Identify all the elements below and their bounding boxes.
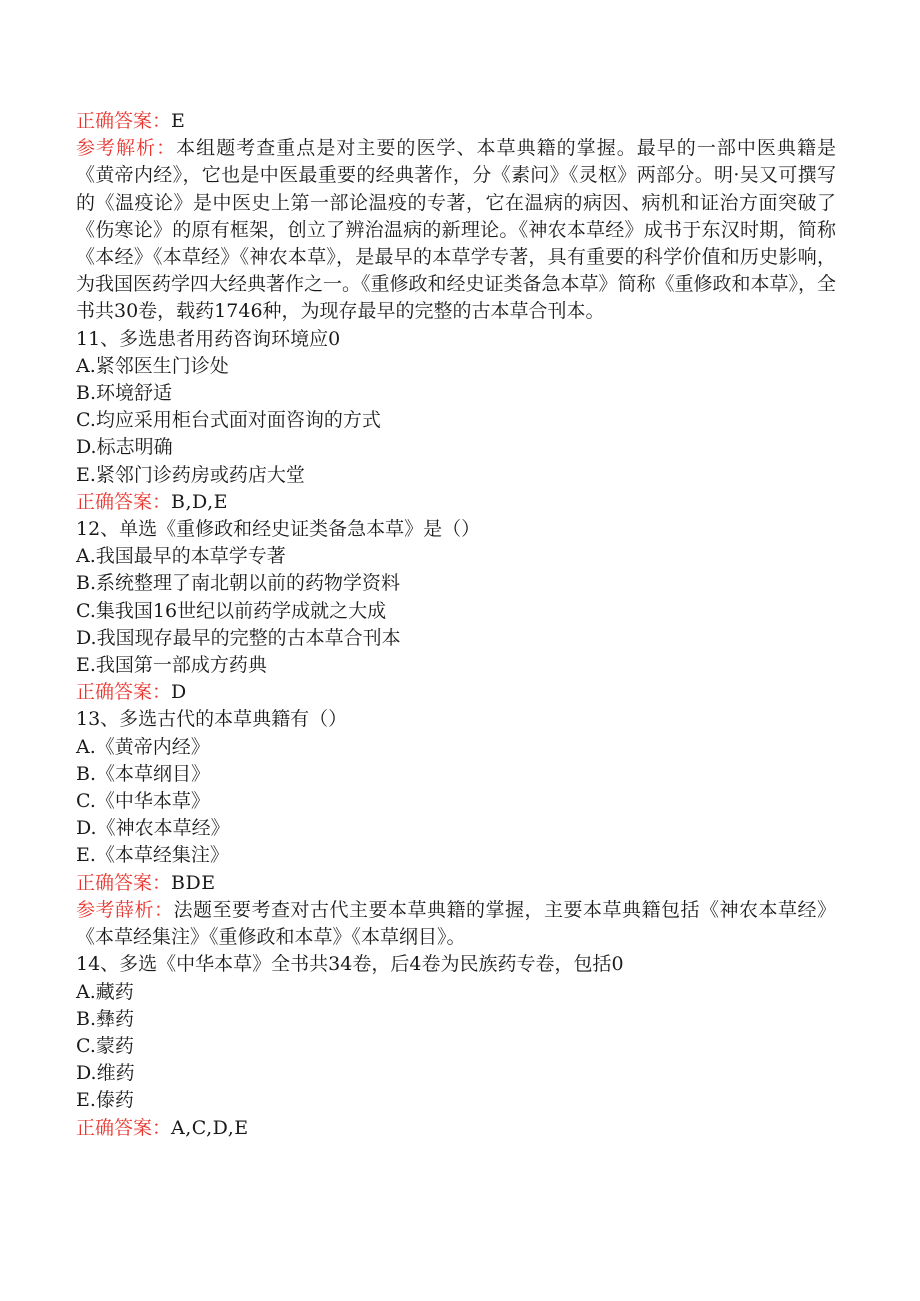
option: B.彝药 (76, 1007, 135, 1030)
answer-line (76, 489, 836, 516)
answer-value: E (171, 110, 186, 132)
answer-line (76, 108, 836, 135)
option: B.《本草纲目》 (76, 762, 211, 785)
answer-value: A,C,D,E (171, 1116, 249, 1139)
answer-line (76, 1115, 836, 1142)
option: A.紧邻医生门诊处 (76, 354, 229, 377)
question-stem: 12、单选《重修政和经史证类备急本草》是（） (76, 518, 481, 541)
answer-label: 正确答案： (76, 110, 172, 132)
option: C.集我国16世纪以前药学成就之大成 (76, 599, 387, 622)
answer-line (76, 679, 836, 706)
question-stem: 14、多选《中华本草》全书共34卷，后4卷为民族药专卷，包括0 (76, 953, 624, 976)
option: A.藏药 (76, 980, 134, 1003)
analysis-label: 参考解析： (76, 137, 177, 160)
analysis-paragraph (76, 897, 836, 951)
option: A.《黄帝内经》 (76, 735, 210, 758)
option: E.《本草经集注》 (76, 844, 229, 867)
answer-line (76, 870, 836, 897)
option: D.《神农本草经》 (76, 817, 230, 840)
analysis-text: 本组题考查重点是对主要的医学、本草典籍的掌握。最早的一部中医典籍是《黄帝内经》，它也是中医最重要的经典著作，分《素问》《灵枢》两部分。明·吴又可撰写的《温疫论》是中医史上第一部论温疫的专著，它在温病的病因、病机和证治方面突破了《伤寒论》的原有框架，创立了辨治温病的新理论。《神农本草经》成书于东汉时期，简称《本经》《本草经》《神农本草》，是最早的本草学专著，具有重要的科学价值和历史影响，为我国医药学四大经典著作之一。《重修政和经史证类备急本草》简称《重修政和本草》，全书共30卷，载药1746种，为现存最早的完整的古本草合刊本。 (76, 137, 837, 323)
option: B.系统整理了南北朝以前的药物学资料 (76, 572, 401, 595)
option: E.紧邻门诊药房或药店大堂 (76, 463, 305, 486)
option: E.我国第一部成方药典 (76, 654, 267, 677)
option: D.我国现存最早的完整的古本草合刊本 (76, 626, 401, 649)
answer-value: B,D,E (171, 490, 228, 513)
answer-label: 正确答案： (76, 490, 172, 513)
option: A.我国最早的本草学专著 (76, 545, 286, 568)
answer-label: 正确答案： (76, 1116, 172, 1139)
option: D.标志明确 (76, 436, 173, 459)
answer-value: D (171, 681, 187, 704)
analysis-label: 参考薛析： (76, 898, 174, 921)
answer-label: 正确答案： (76, 871, 172, 894)
option: C.均应采用柜台式面对面咨询的方式 (76, 409, 381, 432)
option: C.《中华本草》 (76, 790, 210, 813)
analysis-paragraph (76, 135, 836, 325)
option: D.维药 (76, 1062, 135, 1085)
answer-label: 正确答案： (76, 681, 172, 704)
analysis-text: 法题至要考查对古代主要本草典籍的掌握，主要本草典籍包括《神农本草经》《本草经集注》《重修政和本草》《本草纲目》。 (76, 898, 836, 949)
option: C.蒙药 (76, 1034, 134, 1057)
answer-value: BDE (171, 871, 216, 894)
option: E.傣药 (76, 1089, 134, 1112)
question-stem: 13、多选古代的本草典籍有（） (76, 708, 348, 731)
option: B.环境舒适 (76, 382, 173, 405)
question-stem: 11、多选患者用药咨询环境应0 (76, 327, 341, 350)
document-body (76, 108, 836, 1142)
